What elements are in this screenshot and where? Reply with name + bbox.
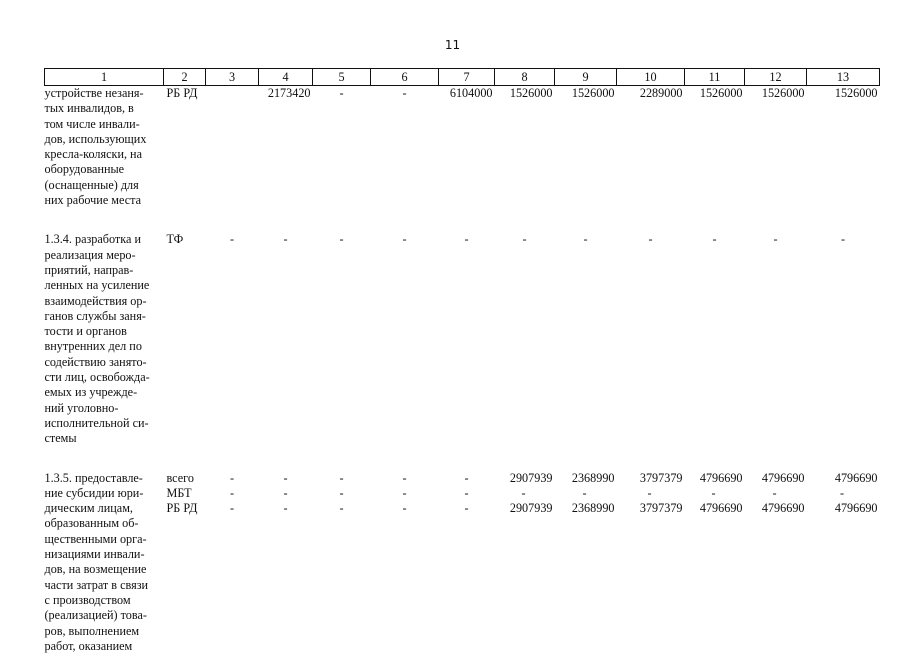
column-header: 1 — [45, 69, 164, 86]
dash-value: - — [259, 232, 313, 247]
value-cell-col-6 — [371, 86, 439, 209]
activity-name-line: 1.3.5. предоставле- — [45, 471, 160, 486]
amount-value: 1526000 — [807, 86, 878, 101]
dash-value: - — [259, 501, 313, 516]
value-cell-col-5 — [313, 86, 371, 209]
dash-value: - — [313, 471, 371, 486]
activity-name-line: ленных на усиление — [45, 278, 160, 293]
value-cell-col-4 — [259, 471, 313, 654]
value-cell-col-8 — [495, 471, 555, 654]
dash-value: - — [206, 471, 259, 486]
activity-name-line: 1.3.4. разработка и — [45, 232, 160, 247]
activity-name-line: низациями инвали- — [45, 547, 160, 562]
activity-name-line: приятий, направ- — [45, 263, 160, 278]
column-header: 2 — [164, 69, 206, 86]
amount-value: 2907939 — [495, 501, 553, 516]
amount-value: 6104000 — [439, 86, 493, 101]
activity-name-line: с производством — [45, 593, 160, 608]
value-cell-col-12 — [745, 86, 807, 209]
activity-name-line: том числе инвали- — [45, 117, 160, 132]
activity-name-line: исполнительной си- — [45, 416, 160, 431]
activity-name-line: образованным об- — [45, 516, 160, 531]
dash-value: - — [439, 486, 495, 501]
amount-value: 4796690 — [745, 471, 805, 486]
column-header: 11 — [685, 69, 745, 86]
value-cell-col-4 — [259, 232, 313, 446]
amount-value: 2289000 — [617, 86, 683, 101]
activity-name-line: ров, выполнением — [45, 624, 160, 639]
activity-name-line: (реализацией) това- — [45, 608, 160, 623]
dash-value: - — [371, 86, 439, 101]
amount-value: 3797379 — [617, 471, 683, 486]
amount-value: 4796690 — [685, 501, 743, 516]
row-spacer — [45, 447, 880, 471]
amount-value: 4796690 — [685, 471, 743, 486]
activity-name-line: стемы — [45, 431, 160, 446]
activity-name-line: (оснащенные) для — [45, 178, 160, 193]
funding-source-cell — [164, 86, 206, 209]
value-cell-col-3 — [206, 232, 259, 446]
value-cell-col-11 — [685, 86, 745, 209]
amount-value: 1526000 — [685, 86, 743, 101]
activity-name-line: реализация меро- — [45, 248, 160, 263]
column-header: 6 — [371, 69, 439, 86]
activity-name-line: части затрат в связи — [45, 578, 160, 593]
row-spacer — [45, 208, 880, 232]
table-header — [45, 69, 880, 86]
amount-value: 4796690 — [807, 501, 878, 516]
value-cell-col-8 — [495, 232, 555, 446]
activity-name-cell — [45, 232, 164, 446]
value-cell-col-6 — [371, 232, 439, 446]
amount-value: 2368990 — [555, 501, 615, 516]
value-cell-col-12 — [745, 471, 807, 654]
value-cell-col-5 — [313, 232, 371, 446]
dash-value: - — [617, 486, 683, 501]
activity-name-line: устройстве незаня- — [45, 86, 160, 101]
column-header: 8 — [495, 69, 555, 86]
dash-value: - — [745, 486, 805, 501]
amount-value: 1526000 — [495, 86, 553, 101]
page-number: 11 — [0, 38, 905, 52]
column-header: 7 — [439, 69, 495, 86]
activity-name-line: кресла-коляски, на — [45, 147, 160, 162]
amount-value: 2907939 — [495, 471, 553, 486]
funding-source-cell — [164, 471, 206, 654]
dash-value: - — [313, 501, 371, 516]
activity-name-line: работ, оказанием — [45, 639, 160, 654]
column-header: 4 — [259, 69, 313, 86]
column-header: 12 — [745, 69, 807, 86]
spacer-cell — [45, 447, 880, 471]
amount-value: 1526000 — [745, 86, 805, 101]
amount-value: 4796690 — [745, 501, 805, 516]
dash-value: - — [371, 501, 439, 516]
activity-name-line: дов, использующих — [45, 132, 160, 147]
value-cell-col-9 — [555, 232, 617, 446]
value-cell-col-4 — [259, 86, 313, 209]
activity-name-line: взаимодействия ор- — [45, 294, 160, 309]
column-header: 10 — [617, 69, 685, 86]
activity-name-line: оборудованные — [45, 162, 160, 177]
dash-value: - — [259, 486, 313, 501]
dash-value: - — [439, 232, 495, 247]
activity-name-line: содействию занято- — [45, 355, 160, 370]
activity-name-line: тых инвалидов, в — [45, 101, 160, 116]
amount-value — [206, 86, 259, 101]
value-cell-col-7 — [439, 232, 495, 446]
funding-source-cell — [164, 232, 206, 446]
dash-value: - — [745, 232, 807, 247]
value-cell-col-3 — [206, 471, 259, 654]
activity-name-line: ганов службы заня- — [45, 309, 160, 324]
dash-value: - — [685, 486, 743, 501]
activity-name-line: дическим лицам, — [45, 501, 160, 516]
dash-value: - — [807, 232, 880, 247]
activity-name-line: щественными орга- — [45, 532, 160, 547]
activity-name-cell — [45, 471, 164, 654]
dash-value: - — [807, 486, 878, 501]
table-row — [45, 232, 880, 446]
amount-value: 3797379 — [617, 501, 683, 516]
dash-value: - — [439, 501, 495, 516]
amount-value: 2368990 — [555, 471, 615, 486]
value-cell-col-6 — [371, 471, 439, 654]
funding-source-label: РБ РД — [167, 86, 206, 101]
dash-value: - — [439, 471, 495, 486]
value-cell-col-3 — [206, 86, 259, 209]
budget-table — [44, 68, 880, 654]
column-header: 3 — [206, 69, 259, 86]
value-cell-col-7 — [439, 86, 495, 209]
value-cell-col-13 — [807, 471, 880, 654]
value-cell-col-8 — [495, 86, 555, 209]
dash-value: - — [313, 486, 371, 501]
value-cell-col-10 — [617, 232, 685, 446]
dash-value: - — [495, 232, 555, 247]
amount-value: 1526000 — [555, 86, 615, 101]
activity-name-line: них рабочие места — [45, 193, 160, 208]
dash-value: - — [259, 471, 313, 486]
dash-value: - — [617, 232, 685, 247]
funding-source-label: ТФ — [167, 232, 206, 247]
activity-name-line: сти лиц, освобожда- — [45, 370, 160, 385]
activity-name-line: внутренних дел по — [45, 339, 160, 354]
value-cell-col-11 — [685, 471, 745, 654]
table-row — [45, 86, 880, 209]
amount-value: 4796690 — [807, 471, 878, 486]
dash-value: - — [685, 232, 745, 247]
value-cell-col-10 — [617, 86, 685, 209]
table-body — [45, 86, 880, 654]
column-header: 9 — [555, 69, 617, 86]
activity-name-line: ний уголовно- — [45, 401, 160, 416]
value-cell-col-13 — [807, 86, 880, 209]
funding-source-label: всего — [167, 471, 206, 486]
activity-name-line: ние субсидии юри- — [45, 486, 160, 501]
dash-value: - — [206, 486, 259, 501]
value-cell-col-10 — [617, 471, 685, 654]
dash-value: - — [495, 486, 553, 501]
activity-name-cell — [45, 86, 164, 209]
funding-source-label: МБТ — [167, 486, 206, 501]
value-cell-col-12 — [745, 232, 807, 446]
activity-name-line: емых из учрежде- — [45, 385, 160, 400]
spacer-cell — [45, 208, 880, 232]
value-cell-col-5 — [313, 471, 371, 654]
activity-name-line: дов, на возмещение — [45, 562, 160, 577]
dash-value: - — [371, 471, 439, 486]
dash-value: - — [371, 486, 439, 501]
funding-source-label: РБ РД — [167, 501, 206, 516]
dash-value: - — [555, 486, 615, 501]
amount-value: 2173420 — [259, 86, 311, 101]
activity-name-line: тости и органов — [45, 324, 160, 339]
dash-value: - — [206, 501, 259, 516]
dash-value: - — [206, 232, 259, 247]
dash-value: - — [313, 86, 371, 101]
value-cell-col-13 — [807, 232, 880, 446]
value-cell-col-7 — [439, 471, 495, 654]
dash-value: - — [371, 232, 439, 247]
value-cell-col-9 — [555, 86, 617, 209]
dash-value: - — [555, 232, 617, 247]
value-cell-col-9 — [555, 471, 617, 654]
dash-value: - — [313, 232, 371, 247]
column-header: 13 — [807, 69, 880, 86]
table-row — [45, 471, 880, 654]
column-header: 5 — [313, 69, 371, 86]
header-row — [45, 69, 880, 86]
value-cell-col-11 — [685, 232, 745, 446]
